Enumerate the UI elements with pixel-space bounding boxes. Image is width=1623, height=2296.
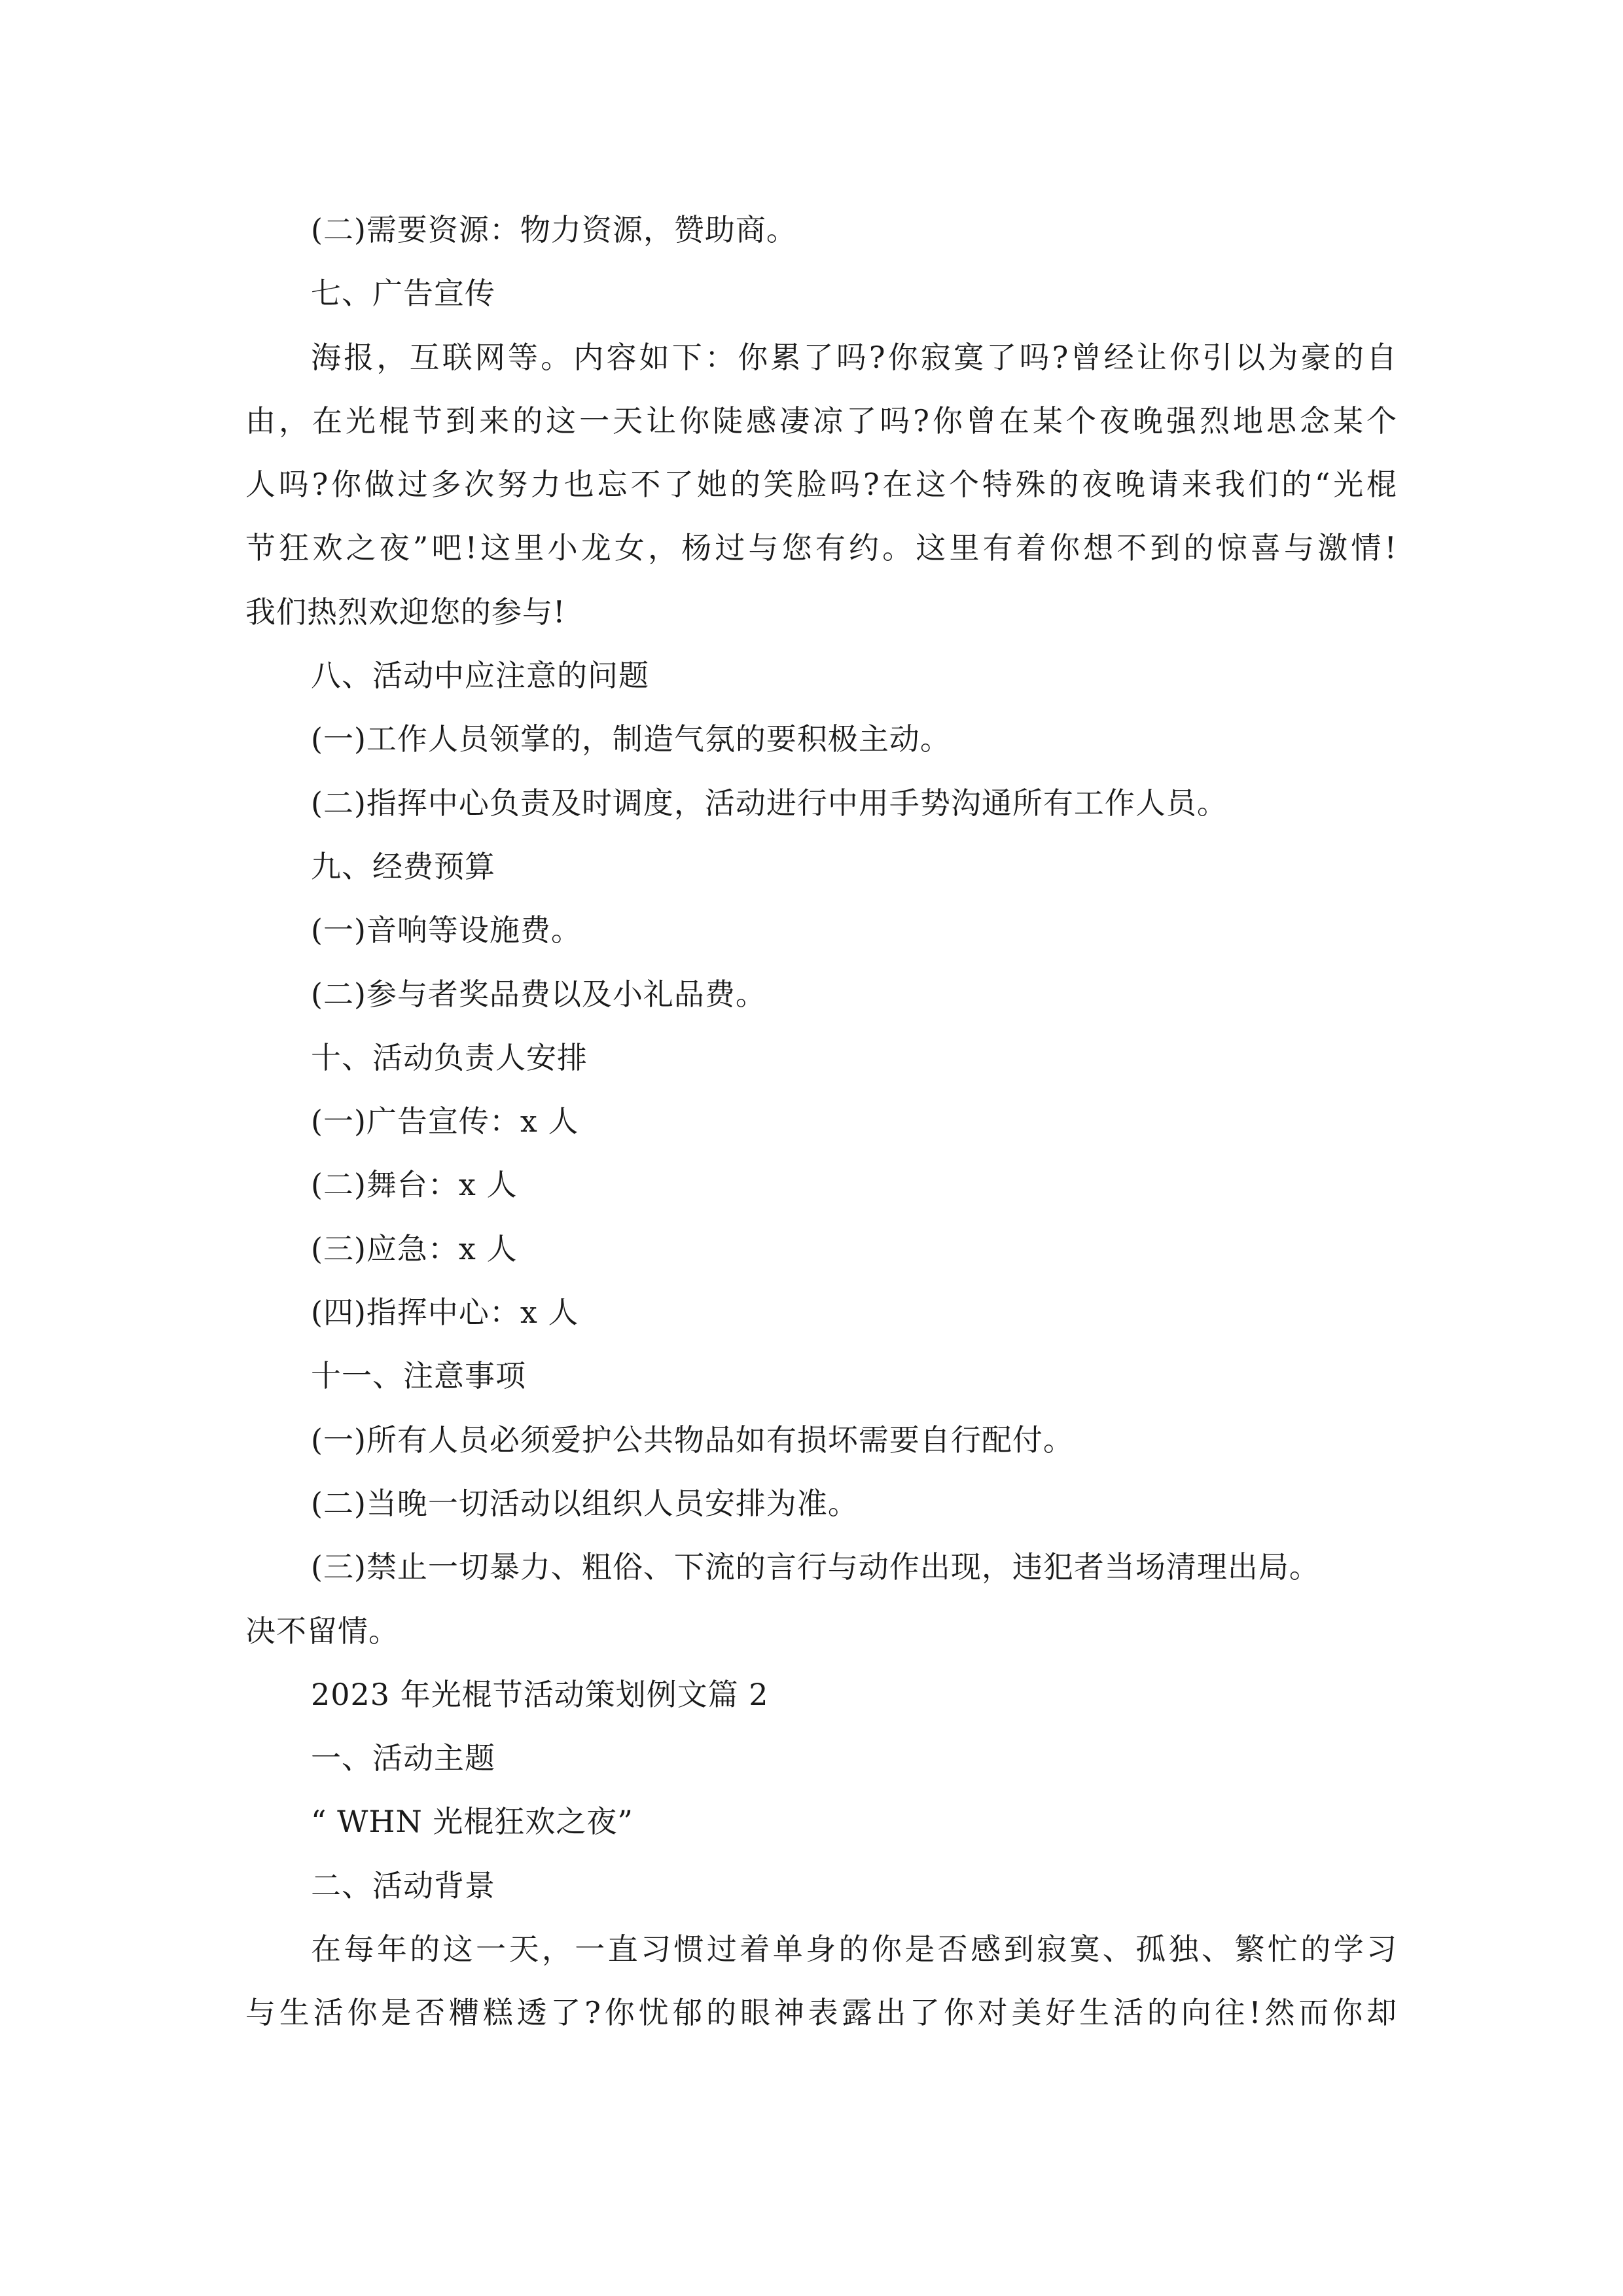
text-line: 2023 年光棍节活动策划例文篇 2 (311, 1676, 769, 1712)
text-line: “ WHN 光棍狂欢之夜” (311, 1804, 633, 1840)
text-line: 九、经费预算 (311, 848, 495, 884)
text-line: (一)工作人员领掌的，制造气氛的要积极主动。 (311, 721, 951, 757)
text-line: 七、广告宣传 (311, 276, 495, 312)
text-line: 十一、注意事项 (311, 1358, 526, 1394)
text-line: 八、活动中应注意的问题 (311, 658, 649, 694)
text-line: (一)所有人员必须爱护公共物品如有损坏需要自行配付。 (311, 1422, 1074, 1458)
text-line: 由，在光棍节到来的这一天让你陡感凄凉了吗?你曾在某个夜晚强烈地思念某个 (245, 403, 1397, 439)
text-line: 我们热烈欢迎您的参与! (245, 594, 566, 630)
text-line: 在每年的这一天，一直习惯过着单身的你是否感到寂寞、孤独、繁忙的学习 (311, 1931, 1397, 1967)
text-line: (二)需要资源：物力资源，赞助商。 (311, 212, 797, 247)
document-body (245, 198, 1397, 2045)
text-line: (二)当晚一切活动以组织人员安排为准。 (311, 1485, 859, 1521)
text-line: (一)广告宣传：x 人 (311, 1103, 579, 1139)
text-line: 一、活动主题 (311, 1740, 495, 1776)
text-line: 十、活动负责人安排 (311, 1039, 588, 1075)
text-line: (一)音响等设施费。 (311, 912, 582, 948)
text-line: 与生活你是否糟糕透了?你忧郁的眼神表露出了你对美好生活的向往!然而你却 (245, 1995, 1397, 2031)
text-line: 海报，互联网等。内容如下：你累了吗?你寂寞了吗?曾经让你引以为豪的自 (311, 339, 1397, 375)
text-line: (三)禁止一切暴力、粗俗、下流的言行与动作出现，违犯者当场清理出局。 (311, 1549, 1320, 1585)
text-line: 节狂欢之夜”吧!这里小龙女，杨过与您有约。这里有着你想不到的惊喜与激情! (245, 530, 1397, 566)
text-line: 二、活动背景 (311, 1867, 495, 1903)
text-line: (二)舞台：x 人 (311, 1167, 518, 1203)
text-line: (二)参与者奖品费以及小礼品费。 (311, 976, 766, 1012)
text-line: (四)指挥中心：x 人 (311, 1295, 579, 1331)
text-line: 人吗?你做过多次努力也忘不了她的笑脸吗?在这个特殊的夜晚请来我们的“光棍 (245, 467, 1397, 503)
text-line: 决不留情。 (245, 1613, 399, 1649)
text-line: (二)指挥中心负责及时调度，活动进行中用手势沟通所有工作人员。 (311, 785, 1228, 821)
text-line: (三)应急：x 人 (311, 1230, 518, 1266)
